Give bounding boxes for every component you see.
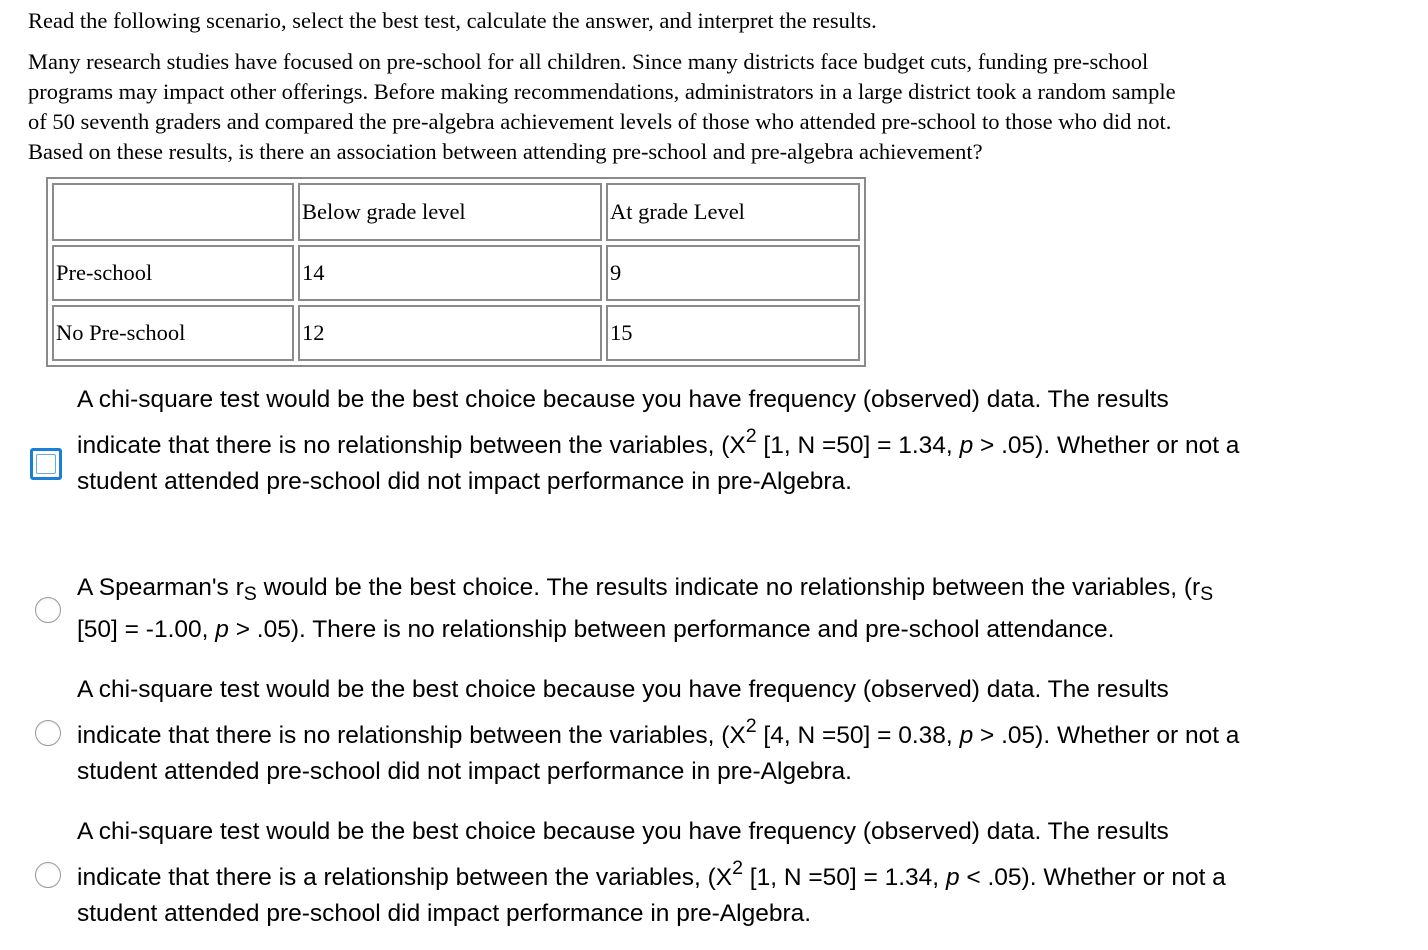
option-text-segment: indicate that there is no relationship between the variables, (X	[77, 432, 746, 459]
table-row	[52, 245, 860, 301]
option-4-text[interactable]	[77, 814, 1226, 932]
superscript-2: 2	[745, 425, 757, 448]
cell-preschool-below: 14	[298, 245, 602, 301]
option-4-radio[interactable]	[35, 862, 61, 888]
option-text-segment: A Spearman's r	[77, 574, 244, 601]
scenario-line: programs may impact other offerings. Before making recommendations, administrators in a large district took a random sample	[28, 79, 1176, 104]
row-label-preschool: Pre-school	[52, 245, 294, 301]
option-4-line-3: student attended pre-school did impact performance in pre-Algebra.	[77, 900, 812, 927]
option-1-line-1: A chi-square test would be the best choice because you have frequency (observed) data. The results	[77, 386, 1169, 413]
scenario-line: of 50 seventh graders and compared the pre-algebra achievement levels of those who attended pre-school to those who did not.	[28, 109, 1172, 134]
italic-p: p	[959, 722, 974, 749]
option-text-segment: would be the best choice. The results indicate no relationship between the variables, (r	[256, 574, 1201, 601]
table-header-below-grade: Below grade level	[298, 183, 602, 241]
row-label-no-preschool: No Pre-school	[52, 305, 294, 361]
italic-p: p	[945, 864, 960, 891]
option-3-text[interactable]	[77, 672, 1239, 790]
option-3-line-2	[77, 715, 1240, 754]
option-text-segment: [1, N =50] = 1.34,	[742, 864, 946, 891]
scenario-text	[28, 47, 1176, 167]
option-2-text[interactable]	[77, 570, 1213, 648]
option-2-line-1	[77, 570, 1213, 606]
option-3-radio[interactable]	[35, 720, 61, 746]
option-3-line-3: student attended pre-school did not impact performance in pre-Algebra.	[77, 758, 852, 785]
superscript-2: 2	[745, 715, 757, 738]
option-1-radio[interactable]	[30, 448, 62, 480]
cell-no-preschool-below: 12	[298, 305, 602, 361]
option-text-segment: [50] = -1.00,	[77, 616, 216, 643]
italic-p: p	[215, 616, 229, 643]
table-header-at-grade: At grade Level	[606, 183, 860, 241]
option-text-segment: > .05). There is no relationship between performance and pre-school attendance.	[228, 616, 1115, 643]
cell-no-preschool-at: 15	[606, 305, 860, 361]
superscript-2: 2	[732, 857, 743, 880]
option-1-line-2	[77, 425, 1240, 464]
option-4-line-2	[77, 857, 1226, 896]
cell-preschool-at: 9	[606, 245, 860, 301]
scenario-line: Many research studies have focused on pre-school for all children. Since many districts face budget cuts, funding pre-school	[28, 49, 1149, 74]
data-table	[46, 177, 866, 367]
option-1-line-3: student attended pre-school did not impact performance in pre-Algebra.	[77, 468, 852, 495]
option-2-line-2	[77, 612, 1213, 648]
option-text-segment: [4, N =50] = 0.38,	[756, 722, 960, 749]
option-text-segment: indicate that there is no relationship between the variables, (X	[77, 722, 746, 749]
option-text-segment: > .05). Whether or not a	[973, 432, 1240, 459]
option-text-segment: > .05). Whether or not a	[973, 722, 1240, 749]
option-1-text[interactable]	[77, 382, 1239, 500]
option-3-line-1: A chi-square test would be the best choice because you have frequency (observed) data. The results	[77, 676, 1169, 703]
table-header-row	[52, 183, 860, 241]
option-text-segment: [1, N =50] = 1.34,	[756, 432, 960, 459]
option-text-segment: indicate that there is a relationship between the variables, (X	[77, 864, 733, 891]
option-4-line-1: A chi-square test would be the best choice because you have frequency (observed) data. The results	[77, 818, 1169, 845]
table-corner-cell	[52, 183, 294, 241]
question-instruction: Read the following scenario, select the best test, calculate the answer, and interpret the results.	[28, 8, 877, 33]
subscript-s: S	[243, 582, 257, 605]
scenario-line: Based on these results, is there an association between attending pre-school and pre-algebra achievement?	[28, 139, 983, 164]
option-text-segment: < .05). Whether or not a	[959, 864, 1226, 891]
table-row	[52, 305, 860, 361]
italic-p: p	[959, 432, 974, 459]
subscript-s: S	[1200, 582, 1214, 605]
option-2-radio[interactable]	[35, 597, 61, 623]
